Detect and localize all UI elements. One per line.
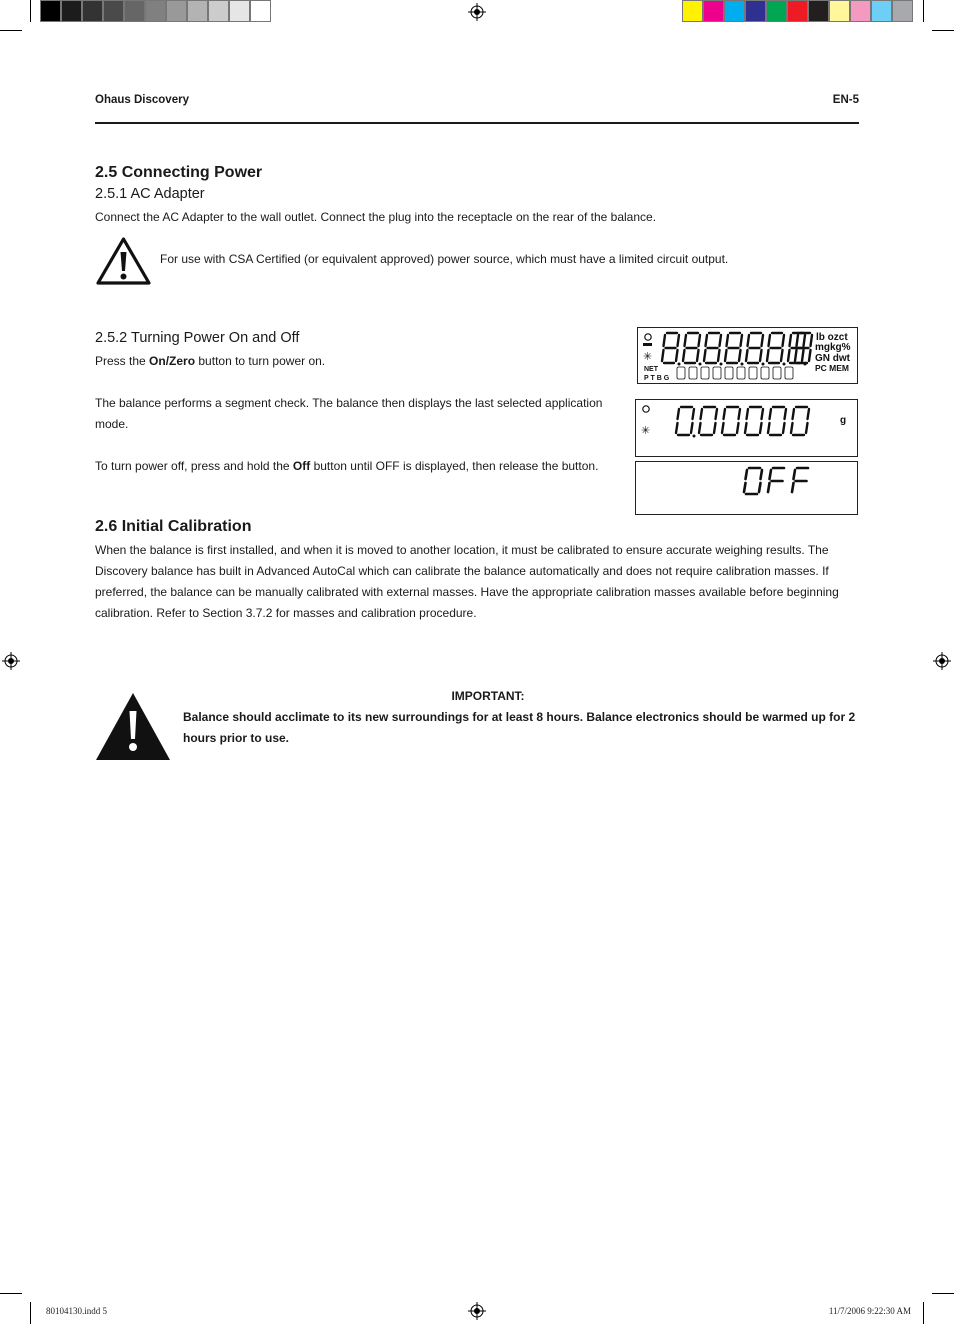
lcd-segment [699,423,701,433]
lcd-segment [783,423,785,433]
color-swatch [871,0,892,22]
color-swatch [703,0,724,22]
lcd-segment [685,335,687,346]
units-row-2: mgkg% [815,342,851,353]
color-swatch [850,0,871,22]
running-head-product: Ohaus Discovery [95,94,189,106]
lcd-mini-block [737,367,745,379]
lcd-segment [714,423,716,433]
lcd-decimal-point [678,363,681,366]
lcd-mini-block [725,367,733,379]
color-swatch [82,0,103,22]
zero-reading-value [636,400,637,401]
lcd-segment [720,335,722,346]
lcd-segment [785,409,787,419]
lcd-segment [701,409,703,419]
lcd-mini-block [689,367,697,379]
lcd-segment [759,483,761,492]
lcd-segment [760,350,762,361]
off-button-label: Off [292,459,311,473]
ac-adapter-instructions: Connect the AC Adapter to the wall outlet. Connect the plug into the receptacle on the rear of the balance. [95,210,657,224]
csa-caution-text: For use with CSA Certified (or equivalent approved) power source, which must have a limited circuit output. [160,252,729,266]
lcd-segment [745,423,747,433]
lcd-mini-block [677,367,685,379]
units-row-4: PC MEM [815,363,849,373]
off-reading-graphic [636,462,859,516]
lcd-segment [768,423,770,433]
lcd-segment [746,470,748,479]
crop-mark [30,1302,31,1324]
lcd-segment [770,470,772,479]
svg-text:✳: ✳ [641,424,651,437]
lcd-segment [722,423,724,433]
header-rule [95,122,859,124]
lcd-zero-reading-display [635,399,858,457]
lcd-segment [724,409,726,419]
lcd-segment [802,350,804,361]
on-zero-button-label: On/Zero [149,354,196,368]
registration-mark-icon [2,652,20,670]
crop-mark [932,30,954,31]
section-2-6-heading: 2.6 Initial Calibration [95,518,252,535]
lcd-segment [794,470,796,479]
lcd-mini-block [749,367,757,379]
lcd-segment [793,409,795,419]
lcd-mini-block [713,367,721,379]
lcd-segment [739,350,741,361]
lcd-segment [747,409,749,419]
lcd-segment [741,335,743,346]
units-row-3: GN dwt [815,353,850,364]
lcd-segment [739,409,741,419]
crop-mark [932,1293,954,1294]
lcd-segment [725,350,727,361]
crop-mark [923,0,924,22]
segment-check-text: The balance performs a segment check. The balance then displays the last selected application mode. [95,396,603,431]
lcd-segment [676,423,678,433]
crop-mark [0,30,22,31]
lcd-mini-block [701,367,709,379]
color-swatch [229,0,250,22]
crop-mark [923,1302,924,1324]
lcd-segment [704,350,706,361]
lcd-segment [769,335,771,346]
lcd-segment [683,350,685,361]
lcd-segment [718,350,720,361]
color-swatch [682,0,703,22]
segment-check-graphic [638,328,859,385]
lcd-segment [678,335,680,346]
lcd-decimal-point [699,363,702,366]
color-swatch [61,0,82,22]
lcd-segment [706,335,708,346]
lcd-segment [664,335,666,346]
lcd-decimal-point [741,363,744,366]
lcd-segment [716,409,718,419]
lcd-segment [746,350,748,361]
lcd-segment [795,350,797,361]
lcd-segment [761,470,763,479]
color-swatch [145,0,166,22]
section-2-5-1-heading: 2.5.1 AC Adapter [95,186,205,202]
color-swatch [787,0,808,22]
lcd-mini-block [785,367,793,379]
lcd-segment [697,350,699,361]
lcd-segment [727,335,729,346]
color-swatch [187,0,208,22]
lcd-segment [662,350,664,361]
zero-reading-graphic [636,400,859,458]
lcd-mini-block [773,367,781,379]
lcd-segment [744,483,746,492]
lcd-segment [676,350,678,361]
gray-swatch-bar [40,0,271,22]
footer-file-name: 80104130.indd 5 [46,1306,108,1316]
power-on-instruction: Press the On/Zero button to turn power on. [95,354,326,368]
lcd-segment [781,350,783,361]
initial-calibration-text: When the balance is first installed, and when it is moved to another location, it must be calibrated to ensure accurate weighing results. The Discovery balance has built in Advanced AutoCal which can calibrate the balance automatically and does not require calibration masses. If preferred, the balance can be manually calibrated with external masses. Have the appropriate calibration masses available before beginning calibration. Refer to Section 3.7.2 for masses and calibration procedure. [95,543,839,620]
lcd-off-display [635,461,858,515]
lcd-segment [806,423,808,433]
color-swatch-bar [682,0,913,22]
lcd-decimal-point [693,435,696,438]
svg-text:✳: ✳ [643,350,653,363]
unit-grams-label: g [840,415,847,426]
lcd-segment [678,409,680,419]
lcd-segment [804,335,806,346]
lcd-segment [699,335,701,346]
color-swatch [124,0,145,22]
color-swatch [250,0,271,22]
lcd-segment-check-display [637,327,858,384]
color-swatch [829,0,850,22]
lcd-segment [797,335,799,346]
color-swatch [808,0,829,22]
color-swatch [745,0,766,22]
registration-mark-icon [468,3,486,21]
lcd-segment [808,409,810,419]
units-row-1: lb ozct [816,332,848,343]
color-swatch [103,0,124,22]
color-swatch [724,0,745,22]
important-text: Balance should acclimate to its new surroundings for at least 8 hours. Balance electronics should be warmed up for 2 hours prior to use. [183,710,856,745]
color-swatch [892,0,913,22]
lcd-segment [790,335,792,346]
lcd-decimal-point [783,363,786,366]
important-heading: IMPORTANT: [451,689,525,703]
color-swatch [766,0,787,22]
power-off-instruction: To turn power off, press and hold the Off button until OFF is displayed, then release the button. [95,459,599,473]
crop-mark [30,0,31,22]
color-swatch [208,0,229,22]
ptbg-indicator: P T B G [644,375,670,382]
off-reading-value [636,462,637,463]
lcd-decimal-point [720,363,723,366]
crop-mark [0,1293,22,1294]
lcd-segment [788,350,790,361]
section-2-5-heading: 2.5 Connecting Power [95,164,263,181]
lcd-segment [737,423,739,433]
registration-mark-icon [468,1302,486,1320]
color-swatch [166,0,187,22]
lcd-segment [760,423,762,433]
lcd-segment [809,350,811,361]
registration-mark-icon [933,652,951,670]
footer-timestamp: 11/7/2006 9:22:30 AM [828,1306,911,1316]
section-2-5-2-heading: 2.5.2 Turning Power On and Off [95,330,300,346]
lcd-segment [792,483,794,492]
warning-triangle-icon [95,236,152,286]
lcd-segment [691,423,693,433]
lcd-mini-block [761,367,769,379]
lcd-segment [811,335,813,346]
lcd-segment [770,409,772,419]
lcd-decimal-point [762,363,765,366]
lcd-segment [767,350,769,361]
lcd-segment [693,409,695,419]
running-head-page-number: EN-5 [832,94,859,106]
color-swatch [40,0,61,22]
lcd-segment [791,423,793,433]
net-indicator: NET [644,366,658,373]
lcd-segment [768,483,770,492]
lcd-segment [762,409,764,419]
lcd-segment [748,335,750,346]
lcd-segment [783,335,785,346]
lcd-segment [762,335,764,346]
important-warning-icon [95,691,171,761]
